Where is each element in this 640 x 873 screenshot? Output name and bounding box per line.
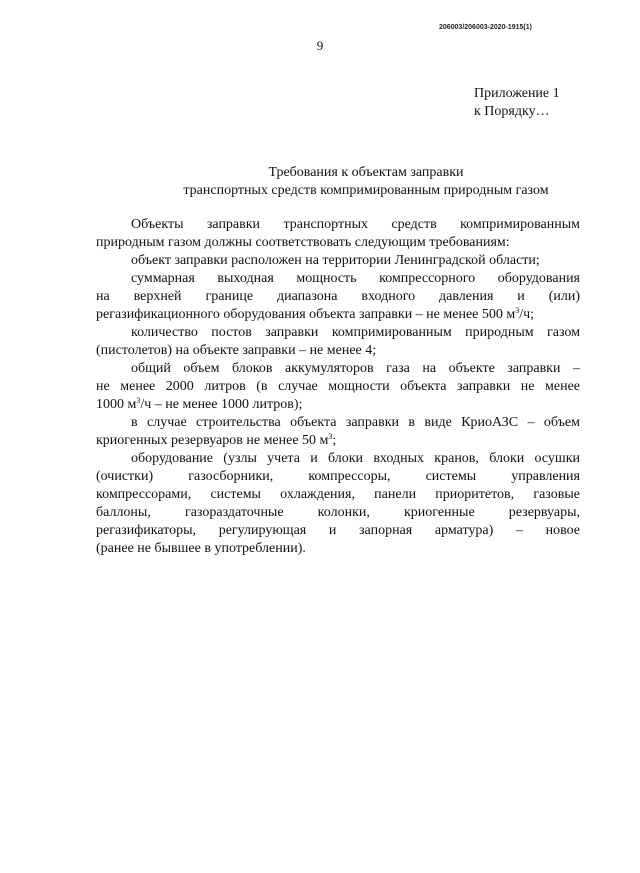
title-line-1: Требования к объектам заправки xyxy=(268,165,464,180)
body-line xyxy=(96,306,580,324)
body-text: /ч – не менее 1000 литров); xyxy=(140,397,303,412)
body-line: регазификаторы, регулирующая и запорная арматура) – новое xyxy=(96,523,580,538)
body-line: Объекты заправки транспортных средств компримированным xyxy=(131,217,580,232)
body-text: 1000 м xyxy=(96,397,137,412)
title-line-2: транспортных средств компримированным природным газом xyxy=(183,183,549,198)
document-code: 206003/206003-2020-1915(1) xyxy=(438,24,532,31)
appendix-line-2: к Порядку… xyxy=(474,104,550,119)
body-line: общий объем блоков аккумуляторов газа на объекте заправки – xyxy=(131,361,580,376)
body-line: не менее 2000 литров (в случае мощности объекта заправки не менее xyxy=(96,379,580,394)
body-text: криогенных резервуаров не менее 50 м xyxy=(96,433,329,448)
body-line: суммарная выходная мощность компрессорного оборудования xyxy=(131,271,580,286)
body-line: природным газом должны соответствовать следующим требованиям: xyxy=(96,235,510,250)
body-line: баллоны, газораздаточные колонки, криогенные резервуары, xyxy=(96,505,580,520)
body-line: на верхней границе диапазона входного давления и (или) xyxy=(96,289,580,304)
superscript: 3 xyxy=(328,432,333,441)
body-line: (очистки) газосборники, компрессоры, системы управления xyxy=(96,469,580,484)
body-text: регазификационного оборудования объекта заправки – не менее 500 м xyxy=(96,307,516,322)
body-line: количество постов заправки компримированным природным газом xyxy=(131,325,580,340)
superscript: 3 xyxy=(515,306,520,315)
page-number: 9 xyxy=(316,38,324,53)
document-title xyxy=(96,164,636,200)
superscript: 3 xyxy=(136,396,141,405)
body-line: (пистолетов) на объекте заправки – не менее 4; xyxy=(96,343,377,358)
document-body xyxy=(96,216,580,558)
body-line xyxy=(96,396,580,414)
body-line: компрессорами, системы охлаждения, панели приоритетов, газовые xyxy=(96,487,580,502)
body-line: в случае строительства объекта заправки в виде КриоАЗС – объем xyxy=(131,415,580,430)
body-text: ; xyxy=(332,433,337,448)
appendix-line-1: Приложение 1 xyxy=(474,86,560,101)
body-line: оборудование (узлы учета и блоки входных кранов, блоки осушки xyxy=(131,451,580,466)
body-line: объект заправки расположен на территории Ленинградской области; xyxy=(131,253,540,268)
body-line: (ранее не бывшее в употреблении). xyxy=(96,541,306,556)
body-text: /ч; xyxy=(519,307,535,322)
body-line xyxy=(96,432,580,450)
appendix-reference xyxy=(474,85,560,121)
